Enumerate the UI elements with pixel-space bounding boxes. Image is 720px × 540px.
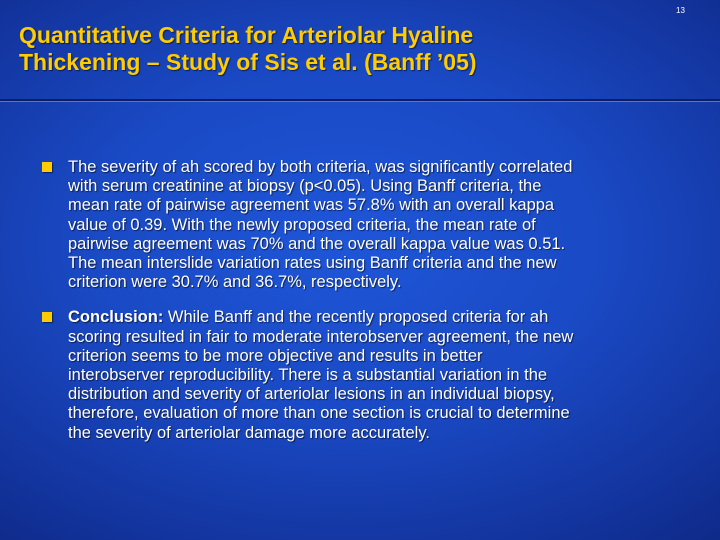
bullet-line: with serum creatinine at biopsy (p<0.05). Using Banff criteria, the	[68, 177, 542, 196]
slide-number: 13	[676, 6, 685, 15]
bullet-results	[42, 158, 692, 292]
bullet-line: interobserver reproducibility. There is a substantial variation in the	[68, 366, 548, 385]
bullet-line: mean rate of pairwise agreement was 57.8% with an overall kappa	[68, 196, 555, 215]
conclusion-label: Conclusion:	[68, 308, 164, 327]
title-line: Thickening – Study of Sis et al. (Banff ’05)	[19, 49, 477, 75]
conclusion-text: While Banff and the recently proposed criteria for ah	[167, 308, 549, 327]
bullet-conclusion	[42, 308, 692, 442]
square-bullet-icon	[42, 162, 52, 172]
bullet-line: The mean interslide variation rates using Banff criteria and the new	[68, 254, 557, 273]
title-line: Quantitative Criteria for Arteriolar Hyaline	[19, 22, 474, 48]
title-divider	[0, 99, 720, 102]
bullet-list	[42, 158, 692, 459]
bullet-line: scoring resulted in fair to moderate interobserver agreement, the new	[68, 327, 574, 346]
bullet-line: The severity of ah scored by both criteria, was significantly correlated	[68, 158, 573, 176]
bullet-line: pairwise agreement was 70% and the overall kappa value was 0.51.	[68, 234, 566, 253]
bullet-line	[68, 308, 692, 327]
bullet-line: the severity of arteriolar damage more accurately.	[68, 423, 430, 442]
bullet-line: criterion were 30.7% and 36.7%, respectively.	[68, 273, 402, 292]
slide-title	[19, 22, 659, 76]
bullet-line: therefore, evaluation of more than one section is crucial to determine	[68, 404, 570, 423]
bullet-line: criterion seems to be more objective and results in better	[68, 346, 483, 365]
bullet-line: distribution and severity of arteriolar lesions in an individual biopsy,	[68, 385, 555, 404]
square-bullet-icon	[42, 312, 52, 322]
bullet-line: value of 0.39. With the newly proposed criteria, the mean rate of	[68, 215, 536, 234]
